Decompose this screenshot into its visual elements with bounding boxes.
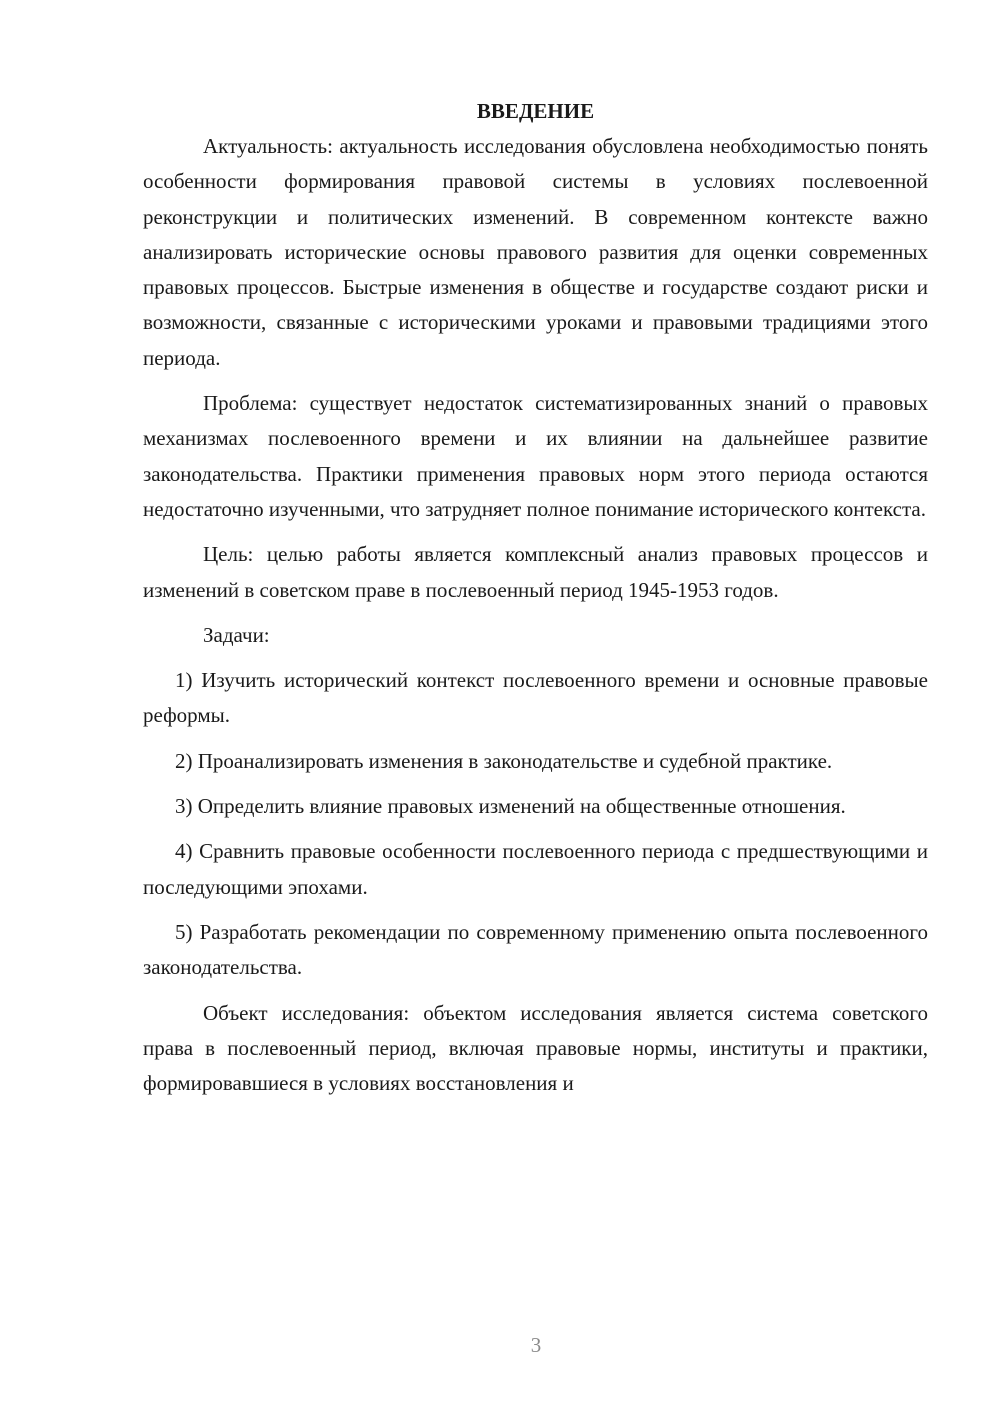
task-item: 2) Проанализировать изменения в законодательстве и судебной практике.	[175, 748, 833, 773]
task-item: 4) Сравнить правовые особенности послевоенного периода с предшествующими и последующими эпохами.	[143, 839, 928, 899]
task-item: 3) Определить влияние правовых изменений на общественные отношения.	[175, 794, 846, 819]
task-item: 1) Изучить исторический контекст послевоенного времени и основные правовые реформы.	[143, 668, 928, 728]
paragraph-relevance: Актуальность: актуальность исследования обусловлена необходимостью понять особенности формирования правовой системы в условиях послевоенной реконструкции и политических изменений. В современном контексте важно анализировать исторические основы правового развития для оценки современных правовых процессов. Быстрые изменения в обществе и государстве создают риски и возможности, связанные с историческими уроками и правовыми традициями этого периода.	[143, 134, 928, 370]
paragraph-problem: Проблема: существует недостаток систематизированных знаний о правовых механизмах послевоенного времени и их влиянии на дальнейшее развитие законодательства. Практики применения правовых норм этого периода остаются недостаточно изученными, что затрудняет полное понимание исторического контекста.	[143, 391, 928, 521]
section-heading: ВВЕДЕНИЕ	[476, 99, 595, 123]
page-number: 3	[530, 1333, 542, 1357]
document-body	[143, 94, 928, 1101]
paragraph-goal: Цель: целью работы является комплексный анализ правовых процессов и изменений в советском праве в послевоенный период 1945-1953 годов.	[143, 542, 928, 602]
paragraph-object: Объект исследования: объектом исследования является система советского права в послевоенный период, включая правовые нормы, институты и практики, формировавшиеся в условиях восстановления и	[143, 1000, 928, 1096]
tasks-label: Задачи:	[203, 622, 270, 647]
task-item: 5) Разработать рекомендации по современному применению опыта послевоенного законодательства.	[143, 919, 928, 980]
